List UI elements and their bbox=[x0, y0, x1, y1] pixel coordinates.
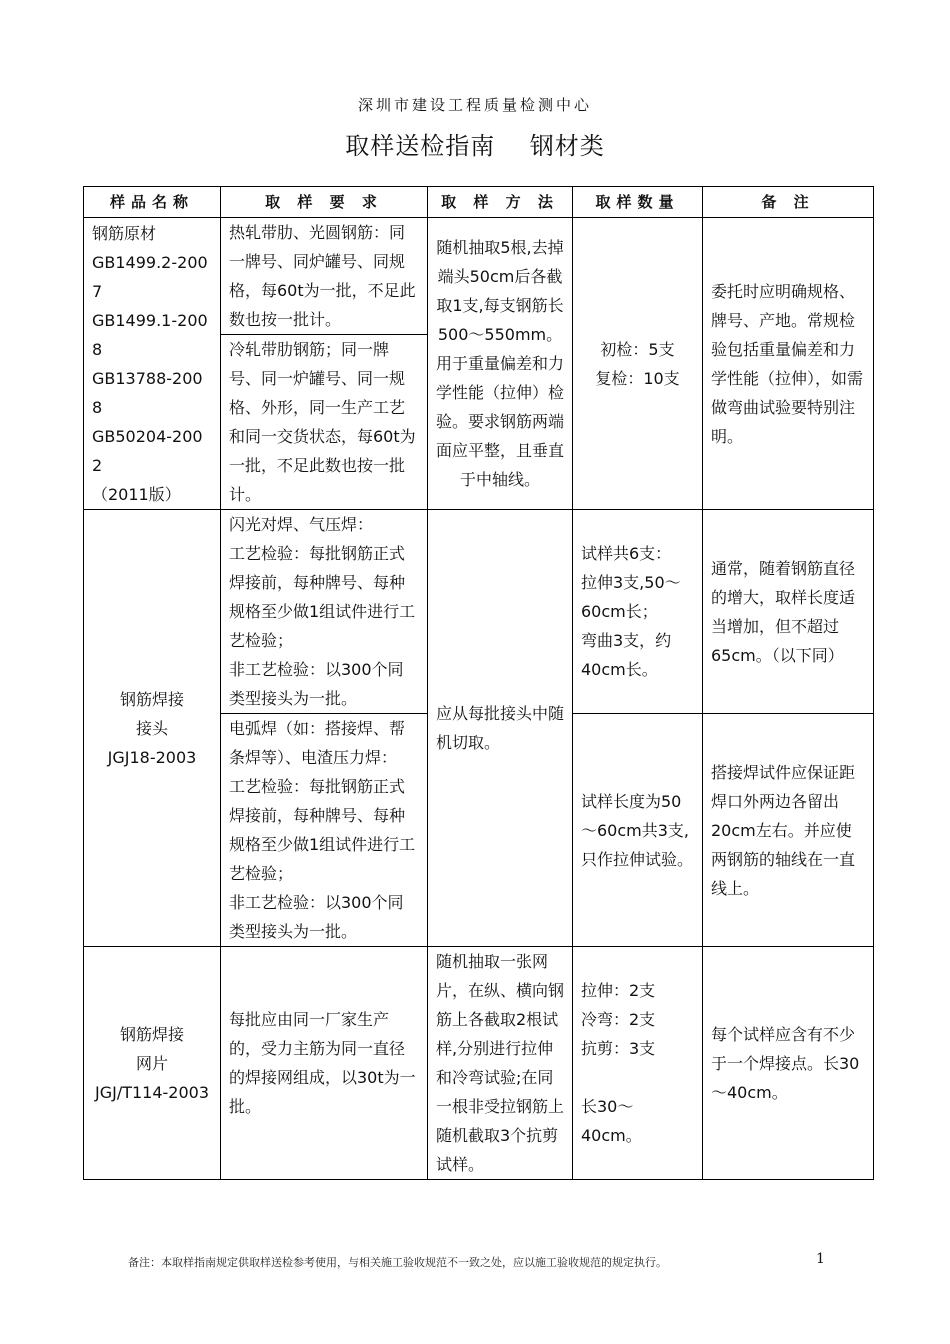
quantity-weld-mesh: 拉伸：2支 冷弯：2支 抗剪：3支 长30～40cm。 bbox=[573, 947, 703, 1180]
requirement-hot-rolled: 热轧带肋、光圆钢筋：同一牌号、同炉罐号、同规格，每60t为一批，不足此数也按一批计。 bbox=[221, 218, 428, 335]
org-name: 深圳市建设工程质量检测中心 bbox=[357, 96, 592, 114]
quantity-rebar-raw: 初检：5支 复检：10支 bbox=[573, 218, 703, 510]
sample-name-rebar-raw: 钢筋原材 GB1499.2-2007 GB1499.1-2008 GB13788-2008 GB50204-2002 （2011版） bbox=[84, 218, 221, 510]
method-rebar-raw: 随机抽取5根,去掉端头50cm后各截取1支,每支钢筋长500～550mm。用于重量偏差和力学性能（拉伸）检验。要求钢筋两端面应平整，且垂直于中轴线。 bbox=[428, 218, 573, 510]
requirement-flash-welding: 闪光对焊、气压焊： 工艺检验：每批钢筋正式焊接前，每种牌号、每种规格至少做1组试件进行工艺检验； 非工艺检验：以300个同类型接头为一批。 bbox=[221, 510, 428, 714]
table-row bbox=[84, 510, 874, 714]
sample-name-weld-mesh: 钢筋焊接 网片 JGJ/T114-2003 bbox=[84, 947, 221, 1180]
method-weld-mesh: 随机抽取一张网片，在纵、横向钢筋上各截取2根试样,分别进行拉伸和冷弯试验;在同一根非受拉钢筋上随机截取3个抗剪试样。 bbox=[428, 947, 573, 1180]
table-row bbox=[84, 218, 874, 335]
page-number: 1 bbox=[816, 1251, 825, 1267]
requirement-arc-welding: 电弧焊（如：搭接焊、帮条焊等）、电渣压力焊： 工艺检验：每批钢筋正式焊接前，每种牌号、每种规格至少做1组试件进行工艺检验； 非工艺检验：以300个同类型接头为一批。 bbox=[221, 714, 428, 947]
header-requirement: 取 样 要 求 bbox=[221, 187, 428, 218]
footer-note: 备注：本取样指南规定供取样送检参考使用，与相关施工验收规范不一致之处，应以施工验收规范的规定执行。 bbox=[128, 1256, 667, 1269]
note-weld-mesh: 每个试样应含有不少于一个焊接点。长30～40cm。 bbox=[703, 947, 874, 1180]
quantity-arc-welding: 试样长度为50～60cm共3支,只作拉伸试验。 bbox=[573, 714, 703, 947]
note-rebar-raw: 委托时应明确规格、牌号、产地。常规检验包括重量偏差和力学性能（拉伸），如需做弯曲试验要特别注明。 bbox=[703, 218, 874, 510]
method-weld-joint: 应从每批接头中随机切取。 bbox=[428, 510, 573, 947]
header-method: 取 样 方 法 bbox=[428, 187, 573, 218]
page-title: 取样送检指南 钢材类 bbox=[345, 132, 605, 160]
header-note: 备 注 bbox=[703, 187, 874, 218]
table-row bbox=[84, 947, 874, 1180]
note-flash-welding: 通常，随着钢筋直径的增大，取样长度适当增加，但不超过65cm。（以下同） bbox=[703, 510, 874, 714]
quantity-flash-welding: 试样共6支： 拉伸3支,50～60cm长； 弯曲3支，约40cm长。 bbox=[573, 510, 703, 714]
table-header-row bbox=[84, 187, 874, 218]
requirement-weld-mesh: 每批应由同一厂家生产的，受力主筋为同一直径的焊接网组成，以30t为一批。 bbox=[221, 947, 428, 1180]
sampling-table bbox=[83, 186, 874, 1180]
sample-name-weld-joint: 钢筋焊接 接头 JGJ18-2003 bbox=[84, 510, 221, 947]
header-sample-name: 样品名称 bbox=[84, 187, 221, 218]
header-quantity: 取样数量 bbox=[573, 187, 703, 218]
note-arc-welding: 搭接焊试件应保证距焊口外两边各留出20cm左右。并应使两钢筋的轴线在一直线上。 bbox=[703, 714, 874, 947]
requirement-cold-rolled: 冷轧带肋钢筋；同一牌号、同一炉罐号、同一规格、外形，同一生产工艺和同一交货状态，每60t为一批，不足此数也按一批计。 bbox=[221, 335, 428, 510]
